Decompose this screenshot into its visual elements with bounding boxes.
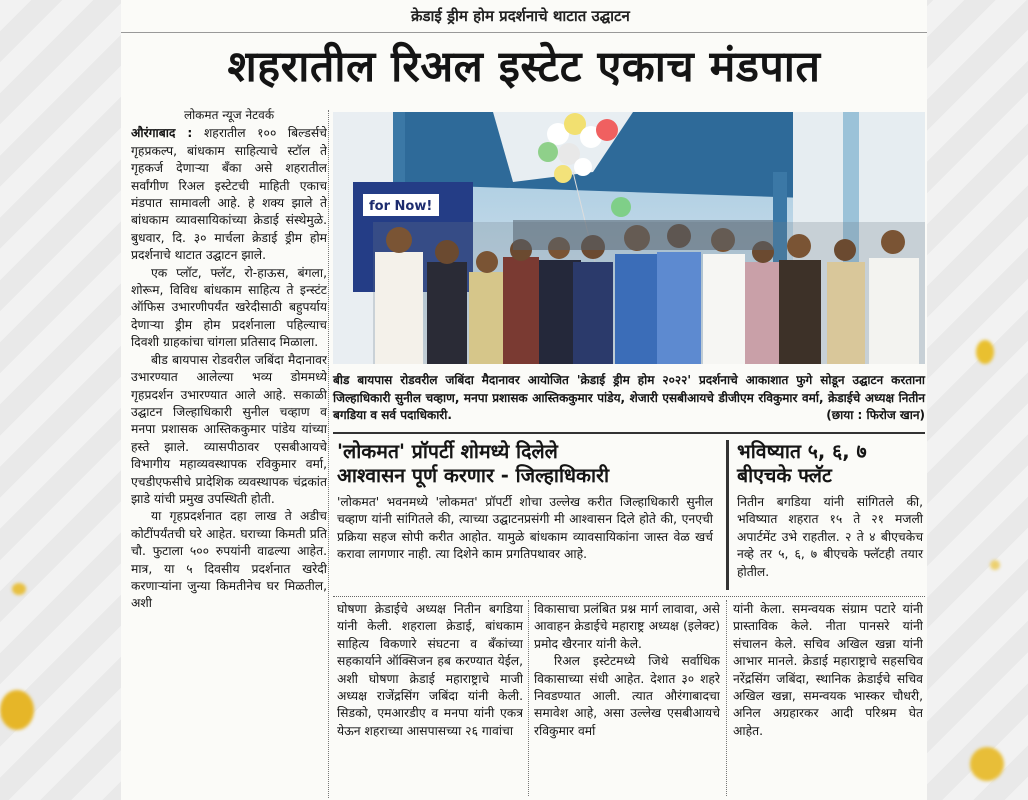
paragraph: रिअल इस्टेटमध्ये जिथे सर्वाधिक विकासाच्या संधी आहेत. देशात ३० शहरे निवडण्यात आली. त्यात औरंगाबादचा समावेश आहे, असा उल्लेख एसबीआयचे रविकुमार वर्मा <box>534 654 720 738</box>
section1-headline <box>337 440 717 488</box>
caption-text: बीड बायपास रोडवरील जबिंदा मैदानावर आयोजित 'क्रेडाई ड्रीम होम २०२२' प्रदर्शनाचे आकाशात फुगे सोडून उद्घाटन करताना जिल्हाधिकारी सुनील चव्हाण, मनपा प्रशासक आस्तिककुमार पांडेय, शेजारी एसबीआयचे डीजीएम रविकुमार वर्मा, क्रेडाईचे अध्यक्ष नितीन बगडिया व सर्व पदाधिकारी. <box>333 373 925 422</box>
inauguration-scene <box>333 112 925 364</box>
column-divider <box>726 600 727 796</box>
banner-text: for Now! <box>369 199 433 214</box>
paragraph <box>131 125 327 264</box>
event-photo <box>333 112 925 364</box>
newspaper-clipping <box>121 0 927 800</box>
paragraph: या गृहप्रदर्शनात दहा लाख ते अडीच कोटींपर्यंतची घरे आहेत. घराच्या किमती प्रति चौ. फुटाला ५०० रुपयांनी वाढल्या आहेत. मात्र, या ५ दिवसीय प्रदर्शनात खरेदी करणाऱ्यांना जुन्या किमतीनेच घर मिळतील, अशी <box>131 509 327 611</box>
section-rule <box>333 432 925 434</box>
column-2: घोषणा क्रेडाईचे अध्यक्ष नितीन बगडिया यांनी केली. शहराला क्रेडाई, बांधकाम साहित्य विकणारे संघटना व बँकांच्या सहकार्याने ऑक्सिजन हब करण्यात येईल, अशी घोषणा क्रेडाई महाराष्ट्राचे माजी अध्यक्ष राजेंद्रसिंग जबिंदा यांनी केली. सिडको, एमआरडीए व मनपा यांनी एकत्र येऊन शहराच्या आसपासच्या २६ गावांचा <box>337 602 523 738</box>
gold-glitter <box>970 747 1004 781</box>
box-divider <box>726 440 729 590</box>
column-divider <box>528 600 529 796</box>
gold-glitter <box>990 560 1000 570</box>
photo-caption <box>333 372 925 425</box>
photo-credit: (छाया : फिरोज खान) <box>826 408 925 422</box>
paragraph-text: शहरातील १०० बिल्डर्सचे गृहप्रकल्प, बांधकाम साहित्याचे स्टॉल ते गृहकर्ज देणाऱ्या बँका असे शहरातील सर्वांगीण रिअल इस्टेटची माहिती एकाच मंडपात सामावली आहे. हे शक्य झाले ते बांधकाम व्यावसायिकांच्या क्रेडाई संस्थेमुळे. बुधवार, दि. ३० मार्चला क्रेडाई ड्रीम होम प्रदर्शनाचे थाटात उद्घाटन झाले. <box>131 126 327 263</box>
section2-headline <box>737 440 927 488</box>
kicker-subheadline: क्रेडाई ड्रीम होम प्रदर्शनाचे थाटात उद्घाटन <box>411 7 630 25</box>
section1-body: 'लोकमत' भवनमध्ये 'लोकमत' प्रॉपर्टी शोचा उल्लेख करीत जिल्हाधिकारी सुनील चव्हाण यांनी सांगितले की, त्याच्या उद्घाटनप्रसंगी मी आश्वासन दिले होते की, एनएची प्रक्रिया सहज सोपी करीत आहोत. यामुळे बांधकाम व्यावसायिकांना जास्त वेळ खर्च करावा लागणार नाही. त्या दिशेने काम प्रगतिपथावर आहे. <box>337 495 713 562</box>
paragraph: बीड बायपास रोडवरील जबिंदा मैदानावर उभारण्यात आलेल्या भव्य डोममध्ये गृहप्रदर्शन उभारण्यात आले आहे. सकाळी उद्घाटन जिल्हाधिकारी सुनील चव्हाण व मनपा प्रशासक आस्तिककुमार पांडेय यांच्या हस्ते झाले. व्यासपीठावर एसबीआयचे विभागीय महाव्यवस्थापक रविकुमार वर्मा, एचडीएफसीचे प्रादेशिक व्यवस्थापक चंद्रकांत झाडे यांची प्रमुख उपस्थिती होती. <box>131 352 327 506</box>
column-3 <box>534 601 720 796</box>
section1-headline-line1: 'लोकमत' प्रॉपर्टी शोमध्ये दिलेले <box>337 440 558 463</box>
main-headline: शहरातील रिअल इस्टेट एकाच मंडपात <box>227 42 821 92</box>
kicker-rule <box>121 32 927 33</box>
lower-divider <box>333 596 925 597</box>
gold-glitter <box>0 690 34 730</box>
section2-headline-line2: बीएचके फ्लॅट <box>737 464 832 487</box>
column-4: यांनी केला. समन्वयक संग्राम पटारे यांनी प्रास्ताविक केले. नीता पानसरे यांनी संचालन केले. सचिव अखिल खन्ना यांनी आभार मानले. क्रेडाई महाराष्ट्राचे सहसचिव नरेंद्रसिंग जबिंदा, स्थानिक क्रेडाईचे सचिव अखिल खन्ना, समन्वयक भास्कर चौधरी, अनिल अग्रहारकर आदी परिश्रम घेत आहेत. <box>733 602 923 738</box>
column-1 <box>131 107 327 797</box>
column-divider <box>328 110 329 798</box>
section2-body: नितीन बगडिया यांनी सांगितले की, भविष्यात शहरात १५ ते २१ मजली अपार्टमेंट उभे राहतील. २ ते ४ बीएचकेच नव्हे तर ५, ६, ७ बीएचके फ्लॅटही तयार होतील. <box>737 495 923 579</box>
section2-headline-line1: भविष्यात ५, ६, ७ <box>737 440 867 463</box>
byline: लोकमत न्यूज नेटवर्क <box>183 108 275 122</box>
paragraph: विकासाचा प्रलंबित प्रश्न मार्ग लावावा, असे आवाहन क्रेडाईचे महाराष्ट्र अध्यक्ष (इलेक्ट) प्रमोद खैरनार यांनी केले. <box>534 602 720 651</box>
gold-glitter <box>12 583 26 595</box>
gold-glitter <box>976 340 994 364</box>
dateline: औरंगाबाद : <box>131 126 193 141</box>
section1-headline-line2: आश्वासन पूर्ण करणार - जिल्हाधिकारी <box>337 464 610 487</box>
paragraph: एक प्लॉट, फ्लॅट, रो-हाऊस, बंगला, शोरूम, विविध बांधकाम साहित्य ते इन्स्टंट ऑफिस उभारणीपर्यंत खरेदीसाठी बहुपर्याय देणाऱ्या ड्रीम होम प्रदर्शनाला पहिल्याच दिवशी ग्राहकांचा चांगला प्रतिसाद मिळाला. <box>131 265 327 350</box>
